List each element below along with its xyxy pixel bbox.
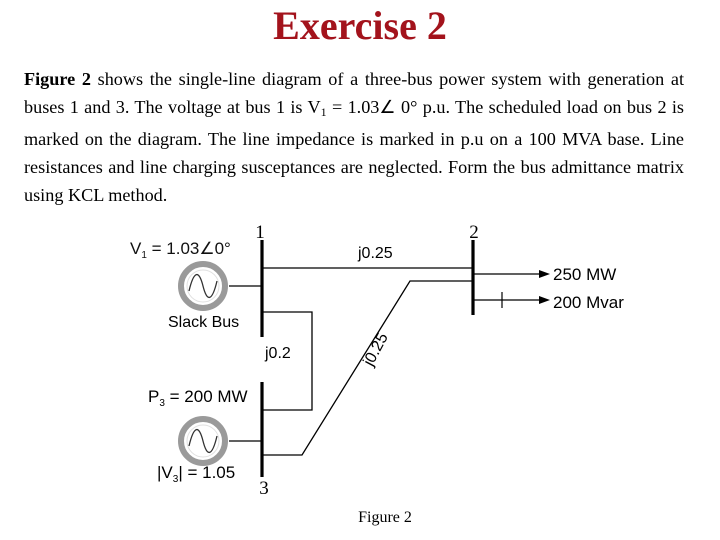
v1-label xyxy=(130,239,231,261)
figure-caption: Figure 2 xyxy=(358,509,412,526)
generator-3-icon xyxy=(181,419,225,463)
statement-subscript: 1 xyxy=(320,104,327,119)
impedance-1-2: j0.25 xyxy=(358,245,393,262)
impedance-2-3: j0.25 xyxy=(360,330,392,369)
p3-value: = 200 MW xyxy=(164,387,248,406)
impedance-1-3: j0.2 xyxy=(265,345,291,362)
load-p-arrowhead xyxy=(539,270,550,278)
generator-1-icon xyxy=(181,264,225,308)
load-reactive-power: 200 Mvar xyxy=(553,293,624,312)
v3-value: | = 1.05 xyxy=(178,463,236,482)
statement-text-1: shows the single-line diagram of a three-bus power system with generation at buses 1 and 3. The voltage at bus 1 is V xyxy=(24,69,684,117)
bus-2-number: 2 xyxy=(469,222,479,243)
v1-value: = 1.03∠0° xyxy=(146,239,231,258)
line-2-3 xyxy=(262,281,473,455)
figure-reference: Figure 2 xyxy=(24,69,91,89)
slack-bus-label: Slack Bus xyxy=(168,314,240,331)
v3-prefix: |V xyxy=(157,463,173,482)
bus-1-number: 1 xyxy=(255,222,265,243)
bus-3-number: 3 xyxy=(259,478,269,499)
load-active-power: 250 MW xyxy=(553,265,617,284)
statement-text-2: = 1.03∠ 0° p.u. The scheduled load on bus 2 is marked on the diagram. The line impedance is marked in p.u on a 100 MVA base. Line resistances and line charging susceptances are neglected. Form the bus admittance matrix using KCL method. xyxy=(24,96,684,205)
v3-label xyxy=(157,463,235,485)
v3-subscript: 3 xyxy=(172,474,179,485)
p3-subscript: 3 xyxy=(159,398,165,409)
p3-symbol: P xyxy=(148,387,160,406)
load-q-arrowhead xyxy=(539,296,550,304)
v1-symbol: V xyxy=(130,239,142,258)
v1-subscript: 1 xyxy=(141,250,147,261)
page-title: Exercise 2 xyxy=(273,3,447,48)
p3-label xyxy=(148,387,248,409)
